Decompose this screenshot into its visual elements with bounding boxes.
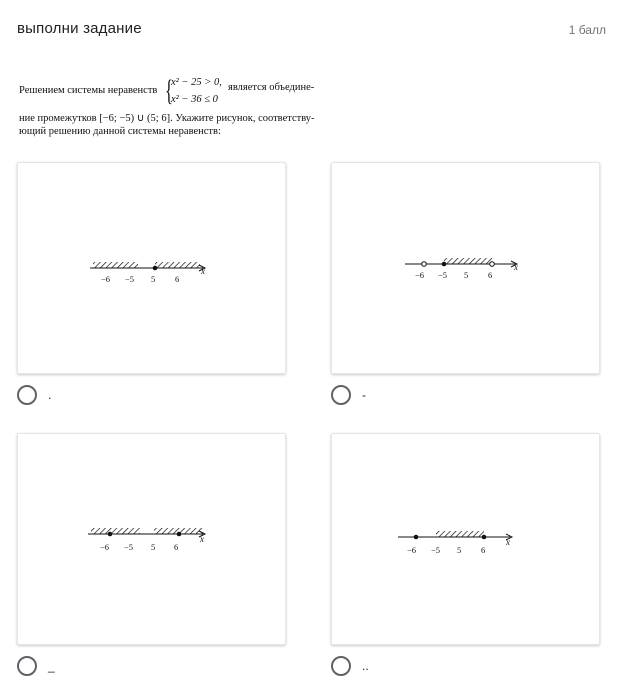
filled-point <box>108 532 113 537</box>
axis-variable-label: x <box>506 537 510 547</box>
option-b-label: - <box>362 388 366 402</box>
number-line-c <box>18 434 285 644</box>
tick-label: −5 <box>124 542 134 552</box>
filled-point <box>482 535 487 540</box>
axis-variable-label: x <box>200 534 204 544</box>
option-d-radio[interactable] <box>331 656 351 676</box>
option-c-image-card[interactable] <box>17 433 286 645</box>
option-c-radio[interactable] <box>17 656 37 676</box>
option-a-row[interactable] <box>17 385 51 405</box>
option-a-image-card[interactable] <box>17 162 286 374</box>
hatch-region <box>444 258 492 264</box>
option-c-row[interactable] <box>17 656 55 676</box>
hatch-region <box>436 531 484 537</box>
number-line-b <box>332 163 599 373</box>
option-d-image-card[interactable] <box>331 433 600 645</box>
tick-label: 5 <box>151 274 156 284</box>
filled-point <box>153 266 158 271</box>
tick-label: −6 <box>101 274 111 284</box>
hatch-region <box>93 262 138 268</box>
tick-label: 5 <box>464 270 469 280</box>
statement-part2: является объедине- <box>228 82 315 93</box>
tick-label: −6 <box>407 545 417 555</box>
hatch-region <box>155 262 200 268</box>
number-line-d <box>332 434 599 644</box>
tick-label: 5 <box>457 545 462 555</box>
option-b-radio[interactable] <box>331 385 351 405</box>
option-d-label: .. <box>362 659 369 673</box>
tick-label: 6 <box>488 270 493 280</box>
inequality-system <box>171 74 222 108</box>
open-point <box>490 262 495 267</box>
inequality-2: x² − 36 ≤ 0 <box>171 94 218 105</box>
inequality-1: x² − 25 > 0, <box>171 77 222 88</box>
option-b-image-card[interactable] <box>331 162 600 374</box>
tick-label: −5 <box>438 270 448 280</box>
tick-label: 6 <box>481 545 486 555</box>
question-statement <box>19 74 339 138</box>
option-b-row[interactable] <box>331 385 366 405</box>
tick-label: −6 <box>415 270 425 280</box>
filled-point <box>442 262 447 267</box>
option-d-row[interactable] <box>331 656 369 676</box>
statement-part4: ющий решению данной системы неравенств: <box>19 126 221 137</box>
filled-point <box>177 532 182 537</box>
axis-variable-label: x <box>201 266 205 276</box>
option-a-label: . <box>48 388 52 402</box>
tick-label: −5 <box>431 545 441 555</box>
system-brace: { <box>165 74 173 107</box>
question-title: выполни задание <box>17 20 142 37</box>
axis-variable-label: x <box>514 262 518 272</box>
tick-label: 6 <box>175 274 180 284</box>
statement-part3: ние промежутков [−6; −5) ∪ (5; 6]. Укажите рисунок, соответству- <box>19 113 315 124</box>
tick-label: −6 <box>100 542 110 552</box>
tick-label: −5 <box>125 274 135 284</box>
tick-label: 5 <box>151 542 156 552</box>
open-point <box>422 262 427 267</box>
statement-part1: Решением системы неравенств <box>19 85 158 96</box>
tick-label: 6 <box>174 542 179 552</box>
question-points: 1 балл <box>568 23 606 37</box>
filled-point <box>414 535 419 540</box>
number-line-a <box>18 163 285 373</box>
option-c-label: _ <box>48 659 55 673</box>
option-a-radio[interactable] <box>17 385 37 405</box>
hatch-region <box>91 528 140 534</box>
